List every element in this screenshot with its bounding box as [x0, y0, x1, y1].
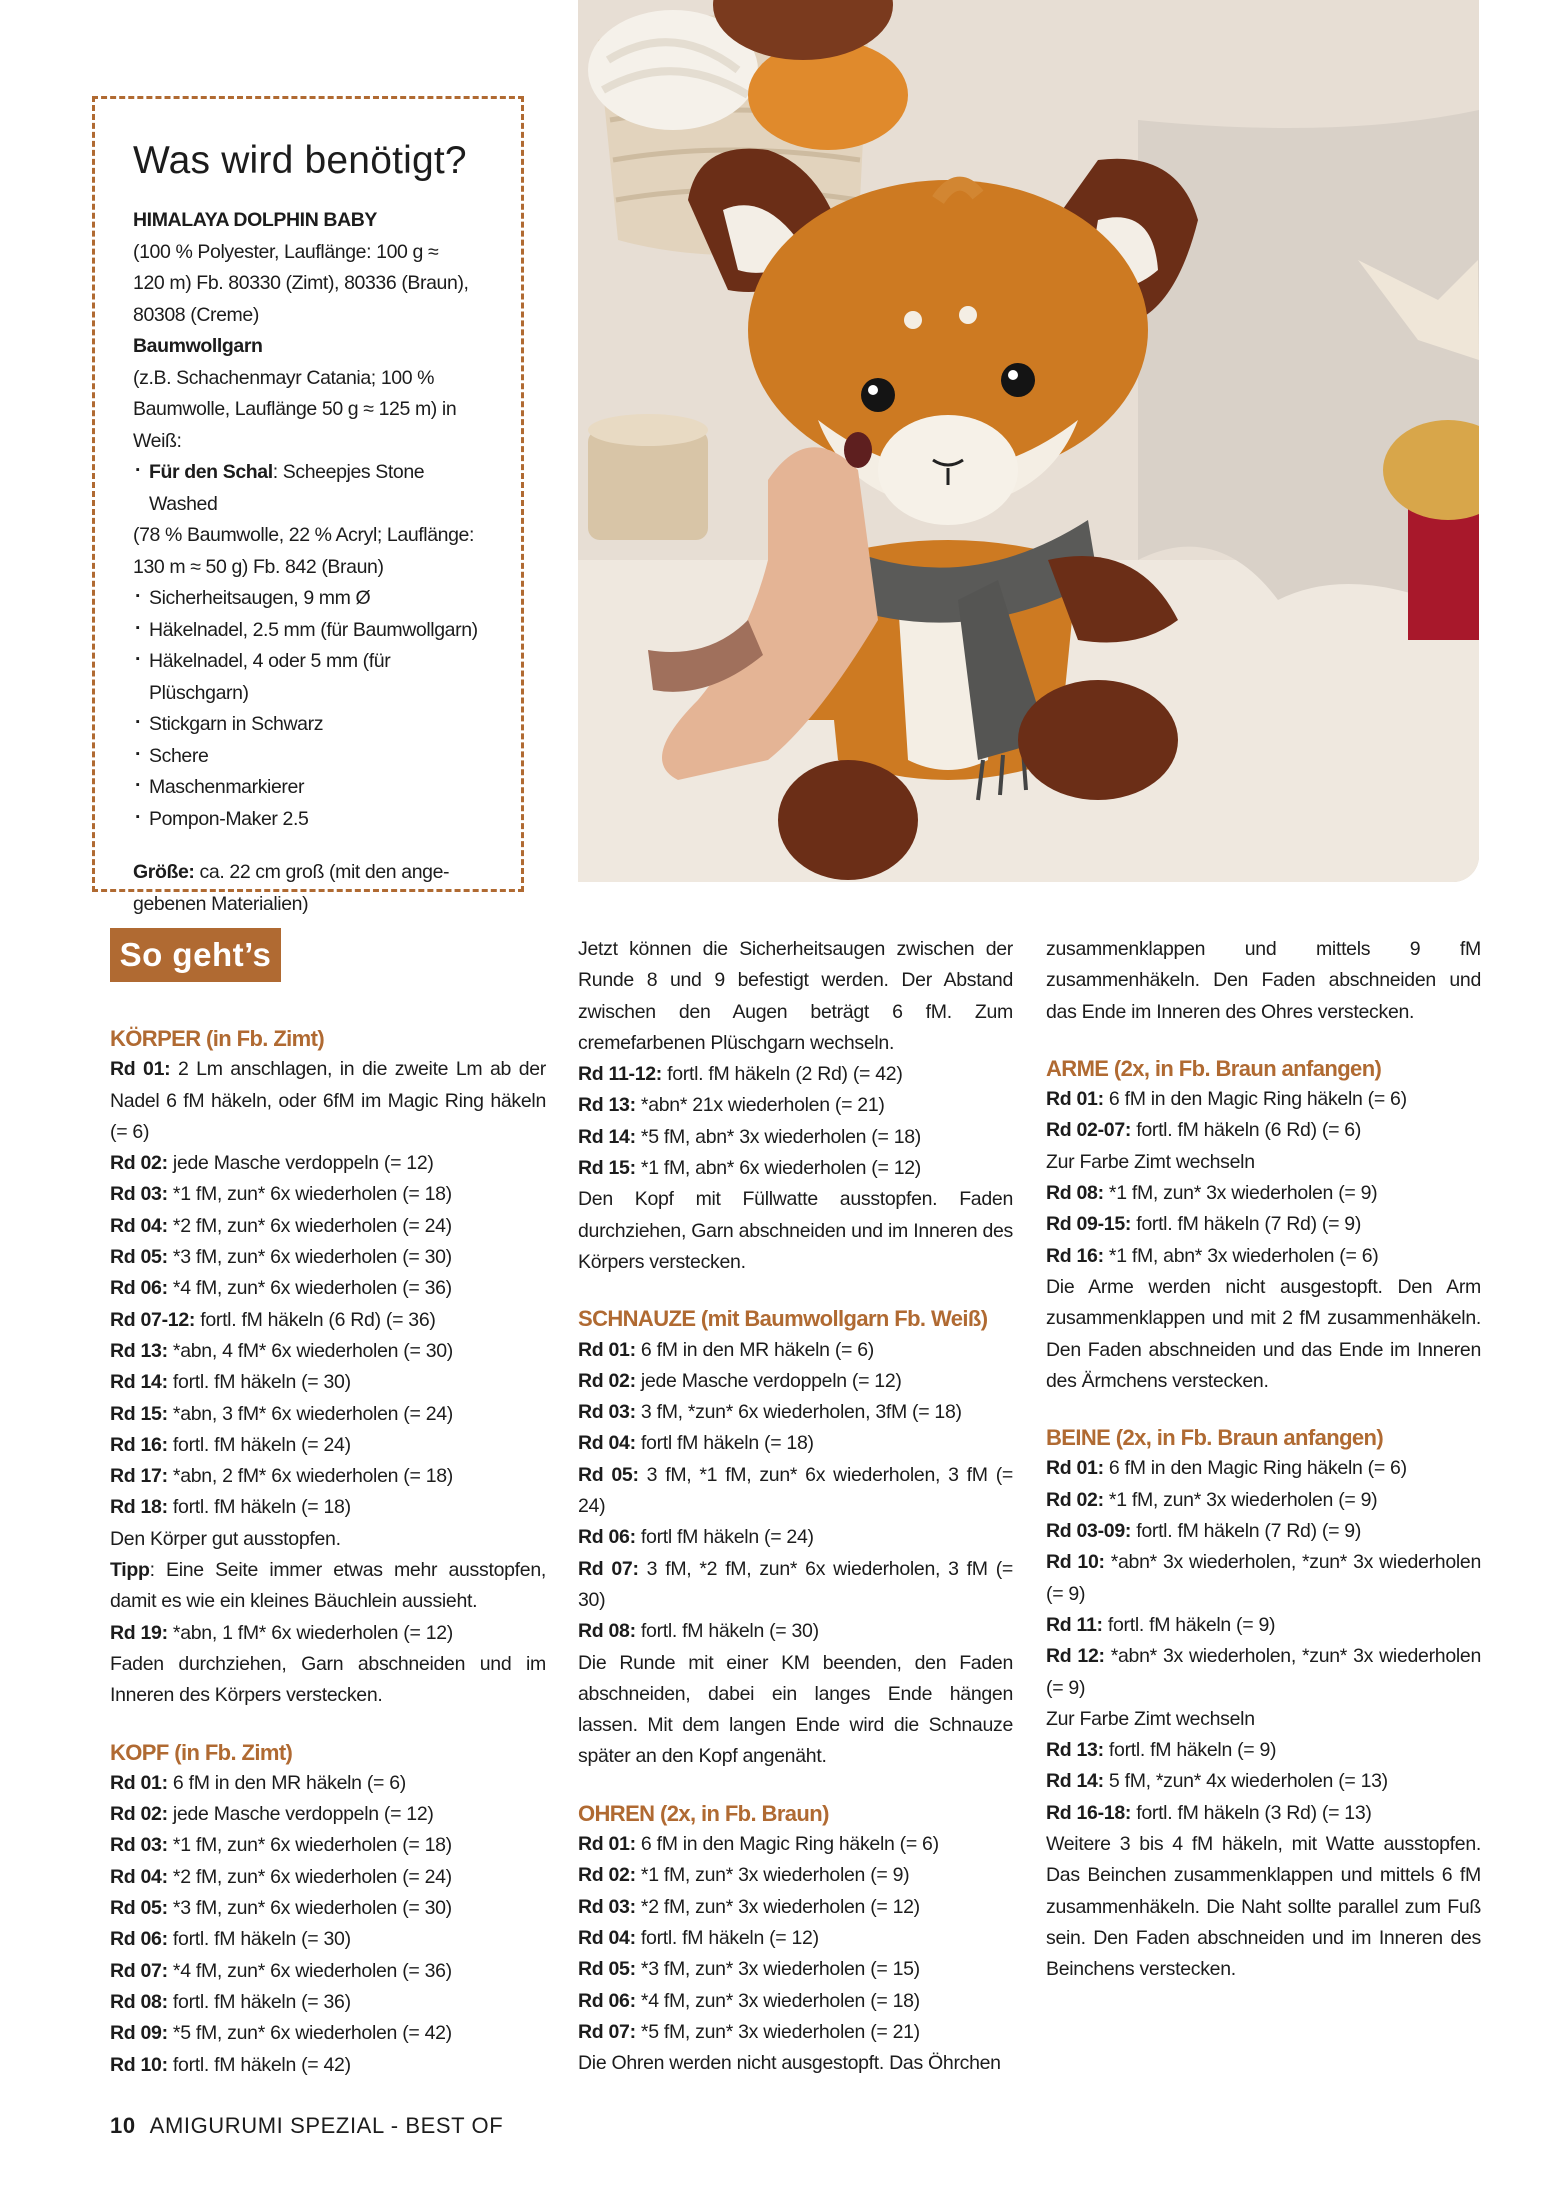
instruction-row: Rd 10: fortl. fM häkeln (= 42): [110, 2053, 351, 2076]
instruction-row: Rd 10: *abn* 3x wiederholen, *zun* 3x wiederholen (= 9): [1046, 1551, 1481, 1605]
instruction-note: zusammenklappen und mittels 9 fM zusammenhäkeln. Den Faden abschneiden und das Ende im Inneren des Ohres verstecken.: [1046, 938, 1481, 1023]
instruction-row: Rd 13: fortl. fM häkeln (= 9): [1046, 1739, 1277, 1762]
instruction-row: Rd 08: *1 fM, zun* 3x wiederholen (= 9): [1046, 1182, 1378, 1205]
scarf-line: 130 m ≈ 50 g) Fb. 842 (Braun): [133, 555, 384, 578]
instruction-row: Rd 03: *1 fM, zun* 6x wiederholen (= 18): [110, 1834, 452, 1857]
section-heading-kopf: KOPF (in Fb. Zimt): [110, 1739, 293, 1765]
instruction-row: Rd 02: jede Masche verdoppeln (= 12): [578, 1369, 902, 1392]
instruction-row: Rd 01: 6 fM in den Magic Ring häkeln (= 6): [1046, 1088, 1407, 1111]
section-heading-koerper: KÖRPER (in Fb. Zimt): [110, 1026, 325, 1051]
section-heading-arme: ARME (2x, in Fb. Braun anfangen): [1046, 1055, 1382, 1081]
instruction-row: Rd 09-15: fortl. fM häkeln (7 Rd) (= 9): [1046, 1213, 1362, 1236]
yarn1-line: 120 m) Fb. 80330 (Zimt), 80336 (Braun),: [133, 272, 469, 294]
yarn2-line: Weiß:: [133, 429, 182, 452]
instruction-row: Rd 02-07: fortl. fM häkeln (6 Rd) (= 6): [1046, 1119, 1362, 1142]
instruction-row: Rd 15: *1 fM, abn* 6x wiederholen (= 12): [578, 1157, 921, 1180]
magazine-title: AMIGURUMI SPEZIAL - BEST OF: [149, 2113, 504, 2138]
yarn1-name: HIMALAYA DOLPHIN BABY: [133, 209, 378, 231]
instruction-row: Rd 14: fortl. fM häkeln (= 30): [110, 1371, 351, 1394]
yarn1-line: (100 % Polyester, Lauflänge: 100 g ≈: [133, 240, 439, 263]
material-bullet: · Schere: [133, 741, 487, 773]
yarn1-line: 80308 (Creme): [133, 303, 259, 326]
instruction-row: Rd 01: 2 Lm anschlagen, in die zweite Lm ab der Nadel 6 fM häkeln, oder 6fM im Magic Ring häkeln (= 6): [110, 1058, 547, 1143]
instruction-note: Den Körper gut ausstopfen.: [110, 1527, 341, 1550]
instruction-row: Rd 04: *2 fM, zun* 6x wiederholen (= 24): [110, 1865, 452, 1888]
instruction-note: Zur Farbe Zimt wechseln: [1046, 1150, 1255, 1173]
instruction-row: Rd 02: jede Masche verdoppeln (= 12): [110, 1152, 434, 1175]
instruction-row: Rd 11: fortl. fM häkeln (= 9): [1046, 1613, 1276, 1636]
instruction-row: Rd 07: 3 fM, *2 fM, zun* 6x wiederholen, 3 fM (= 30): [578, 1557, 1013, 1611]
material-bullet: · Maschenmarkierer: [133, 772, 487, 804]
materials-title: Was wird benötigt?: [133, 139, 467, 182]
materials-box: [92, 96, 524, 915]
instruction-row: Rd 04: fortl. fM häkeln (= 12): [578, 1926, 819, 1949]
instruction-row: Rd 13: *abn, 4 fM* 6x wiederholen (= 30): [110, 1339, 453, 1362]
instruction-note: Jetzt können die Sicherheitsaugen zwischen der Runde 8 und 9 befestigt werden. Der Abstand zwischen den Augen beträgt 6 fM. Zum cremefarbenen Plüschgarn wechseln.: [578, 938, 1013, 1054]
instruction-row: Rd 08: fortl. fM häkeln (= 30): [578, 1620, 819, 1643]
instruction-note: Den Kopf mit Füllwatte ausstopfen. Faden durchziehen, Garn abschneiden und im Inneren des Körpers verstecken.: [578, 1188, 1013, 1273]
instruction-row: Rd 02: *1 fM, zun* 3x wiederholen (= 9): [578, 1864, 910, 1887]
instruction-row: Rd 05: *3 fM, zun* 6x wiederholen (= 30): [110, 1246, 452, 1269]
instruction-row: Rd 16: *1 fM, abn* 3x wiederholen (= 6): [1046, 1244, 1379, 1267]
yarn2-line: (z.B. Schachenmayr Catania; 100 %: [133, 366, 435, 389]
section-title: So geht’s: [110, 928, 281, 982]
page-footer: [110, 2113, 503, 2139]
fox-amigurumi-photo: [578, 0, 1479, 882]
instruction-row: Rd 19: *abn, 1 fM* 6x wiederholen (= 12): [110, 1621, 453, 1644]
yarn2-line: Baumwolle, Lauflänge 50 g ≈ 125 m) in: [133, 398, 457, 420]
instruction-note: Die Ohren werden nicht ausgestopft. Das Öhrchen: [578, 2052, 1001, 2075]
size-info: Größe: ca. 22 cm groß (mit den ange-: [133, 861, 450, 883]
instruction-row: Rd 08: fortl. fM häkeln (= 36): [110, 1990, 351, 2013]
fox-illustration: [578, 0, 1479, 882]
instruction-row: Rd 07: *5 fM, zun* 3x wiederholen (= 21): [578, 2020, 920, 2043]
instruction-row: Rd 06: fortl. fM häkeln (= 30): [110, 1928, 351, 1951]
instruction-row: Rd 03-09: fortl. fM häkeln (7 Rd) (= 9): [1046, 1520, 1362, 1543]
section-heading-beine: BEINE (2x, in Fb. Braun anfangen): [1046, 1425, 1384, 1451]
instruction-note: Zur Farbe Zimt wechseln: [1046, 1707, 1255, 1730]
instruction-row: Rd 11-12: fortl. fM häkeln (2 Rd) (= 42): [578, 1063, 903, 1086]
instruction-row: Rd 04: fortl fM häkeln (= 18): [578, 1432, 814, 1455]
size-info-line: gebenen Materialien): [133, 892, 309, 915]
instruction-row: Rd 02: *1 fM, zun* 3x wiederholen (= 9): [1046, 1488, 1378, 1511]
instruction-row: Rd 09: *5 fM, zun* 6x wiederholen (= 42): [110, 2022, 452, 2045]
instruction-row: Rd 06: *4 fM, zun* 6x wiederholen (= 36): [110, 1277, 452, 1300]
instruction-row: Rd 01: 6 fM in den Magic Ring häkeln (= 6): [1046, 1457, 1407, 1480]
instruction-row: Rd 03: *1 fM, zun* 6x wiederholen (= 18): [110, 1183, 452, 1206]
instruction-note: Faden durchziehen, Garn abschneiden und im Inneren des Körpers verstecken.: [110, 1652, 546, 1707]
instruction-row: Rd 06: fortl fM häkeln (= 24): [578, 1526, 814, 1549]
section-heading-schnauze: SCHNAUZE (mit Baumwollgarn Fb. Weiß): [578, 1306, 988, 1332]
instruction-row: Rd 01: 6 fM in den MR häkeln (= 6): [110, 1771, 406, 1794]
instructions-column-2: [578, 934, 1013, 2079]
instruction-row: Rd 01: 6 fM in den Magic Ring häkeln (= 6): [578, 1833, 939, 1856]
instructions-column-1: [110, 1023, 546, 2081]
instruction-note: Die Arme werden nicht ausgestopft. Den Arm zusammenklappen und mit 2 fM zusammenhäkeln. Den Faden abschneiden und das Ende im Inneren des Ärmchens verstecken.: [1046, 1275, 1481, 1392]
instruction-row: Rd 04: *2 fM, zun* 6x wiederholen (= 24): [110, 1214, 452, 1237]
instruction-row: Rd 16-18: fortl. fM häkeln (3 Rd) (= 13): [1046, 1801, 1372, 1824]
instruction-row: Rd 14: 5 fM, *zun* 4x wiederholen (= 13): [1046, 1770, 1388, 1793]
instruction-row: Rd 03: 3 fM, *zun* 6x wiederholen, 3fM (= 18): [578, 1401, 962, 1424]
instructions-column-3: [1046, 934, 1481, 1986]
instruction-row: Rd 13: *abn* 21x wiederholen (= 21): [578, 1094, 885, 1117]
instruction-note: Die Runde mit einer KM beenden, den Faden abschneiden, dabei ein langes Ende hängen lassen. Mit dem langen Ende wird die Schnauze später an den Kopf angenäht.: [578, 1651, 1013, 1768]
tip-note: Tipp: Eine Seite immer etwas mehr ausstopfen, damit es wie ein kleines Bäuchlein aussieht.: [110, 1559, 546, 1613]
instruction-row: Rd 17: *abn, 2 fM* 6x wiederholen (= 18): [110, 1465, 453, 1488]
instruction-row: Rd 18: fortl. fM häkeln (= 18): [110, 1496, 351, 1519]
material-bullet: · Häkelnadel, 4 oder 5 mm (für Plüschgarn): [133, 646, 487, 709]
instruction-row: Rd 12: *abn* 3x wiederholen, *zun* 3x wiederholen (= 9): [1046, 1645, 1481, 1699]
instruction-row: Rd 02: jede Masche verdoppeln (= 12): [110, 1803, 434, 1826]
page-number: 10: [110, 2113, 136, 2138]
instruction-row: Rd 05: *3 fM, zun* 3x wiederholen (= 15): [578, 1958, 920, 1981]
material-bullet: · Stickgarn in Schwarz: [133, 709, 487, 741]
instruction-row: Rd 05: *3 fM, zun* 6x wiederholen (= 30): [110, 1897, 452, 1920]
instruction-row: Rd 01: 6 fM in den MR häkeln (= 6): [578, 1338, 874, 1361]
section-heading-ohren: OHREN (2x, in Fb. Braun): [578, 1800, 829, 1826]
scarf-item: · Für den Schal: Scheepjes Stone Washed: [133, 457, 487, 520]
instruction-row: Rd 06: *4 fM, zun* 3x wiederholen (= 18): [578, 1989, 920, 2012]
instruction-row: Rd 05: 3 fM, *1 fM, zun* 6x wiederholen, 3 fM (= 24): [578, 1463, 1013, 1518]
instruction-row: Rd 07: *4 fM, zun* 6x wiederholen (= 36): [110, 1959, 452, 1982]
material-bullet: · Häkelnadel, 2.5 mm (für Baumwollgarn): [133, 615, 487, 647]
material-bullet: · Pompon-Maker 2.5: [133, 804, 487, 836]
instruction-row: Rd 03: *2 fM, zun* 3x wiederholen (= 12): [578, 1895, 920, 1918]
material-bullet: · Sicherheitsaugen, 9 mm Ø: [133, 583, 487, 615]
instruction-note: Weitere 3 bis 4 fM häkeln, mit Watte ausstopfen. Das Beinchen zusammenklappen und mittels 6 fM zusammenhäkeln. Die Naht sollte parallel zum Fuß sein. Den Faden abschneiden und im Inneren des Beinchens verstecken.: [1046, 1833, 1481, 1981]
yarn2-name: Baumwollgarn: [133, 335, 263, 357]
instruction-row: Rd 16: fortl. fM häkeln (= 24): [110, 1433, 351, 1456]
instruction-row: Rd 15: *abn, 3 fM* 6x wiederholen (= 24): [110, 1402, 453, 1425]
instruction-row: Rd 07-12: fortl. fM häkeln (6 Rd) (= 36): [110, 1308, 436, 1331]
scarf-line: (78 % Baumwolle, 22 % Acryl; Lauflänge:: [133, 524, 475, 546]
instruction-row: Rd 14: *5 fM, abn* 3x wiederholen (= 18): [578, 1125, 921, 1148]
